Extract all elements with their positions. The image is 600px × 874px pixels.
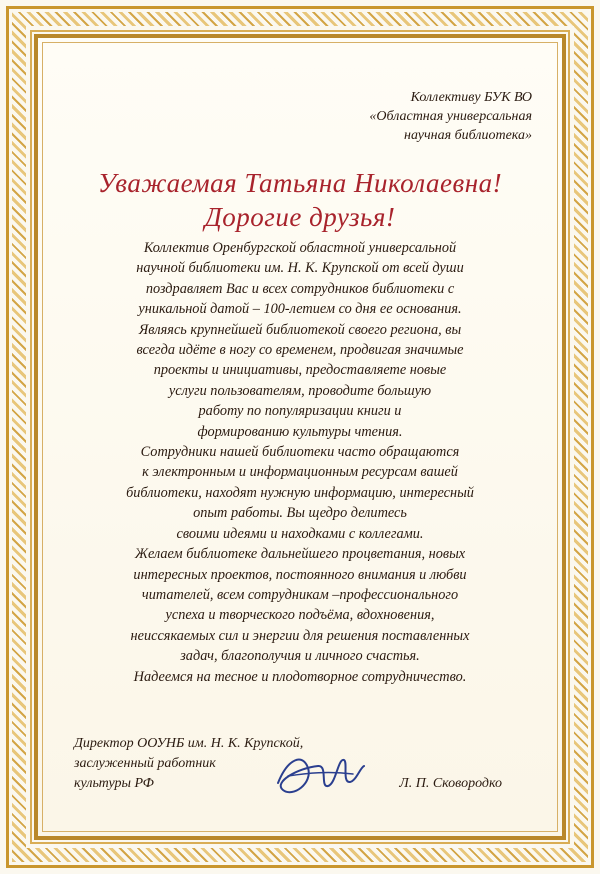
body-line: интересных проектов, постоянного внимания и любви	[133, 566, 467, 583]
body-line: проекты и инициативы, предоставляете новые	[153, 362, 447, 379]
body-line: Надеемся на тесное и плодотворное сотрудничество.	[133, 668, 467, 685]
signatory-position-line: Директор ООУНБ им. Н. К. Крупской,	[74, 736, 304, 751]
body-line: формированию культуры чтения.	[197, 423, 403, 440]
body-line: задач, благополучия и личного счастья.	[180, 648, 420, 665]
body-line: научной библиотеки им. Н. К. Крупской от всей души	[136, 260, 464, 277]
letter-content	[48, 48, 552, 826]
greeting-line-1: Уважаемая Татьяна Николаевна!	[97, 168, 503, 198]
body-line: читателей, всем сотрудникам –профессионального	[141, 586, 459, 603]
body-line: успеха и творческого подъёма, вдохновения,	[165, 607, 435, 624]
greeting-heading	[48, 166, 552, 234]
signatory-name: Л. П. Сковородко	[399, 776, 502, 791]
body-line: к электронным и информационным ресурсам вашей	[142, 464, 458, 481]
body-line: работу по популяризации книги и	[198, 403, 402, 420]
body-line: услуги пользователям, проводите большую	[168, 382, 432, 399]
addressee-line: Коллективу БУК ВО	[410, 90, 532, 105]
body-line: своими идеями и находками с коллегами.	[176, 525, 424, 542]
body-line: Коллектив Оренбургской областной универсальной	[143, 240, 457, 256]
body-line: Являясь крупнейшей библиотекой своего региона, вы	[138, 321, 462, 338]
body-line: поздравляет Вас и всех сотрудников библиотеки с	[145, 280, 455, 297]
body-line: Желаем библиотеке дальнейшего процветания, новых	[134, 546, 466, 563]
body-line: всегда идёте в ногу со временем, продвигая значимые	[136, 342, 464, 359]
body-line: опыт работы. Вы щедро делитесь	[193, 505, 407, 522]
body-line: библиотеки, находят нужную информацию, интересный	[126, 484, 474, 501]
body-line: уникальной датой – 100-летием со дня ее основания.	[138, 301, 462, 318]
body-line: Сотрудники нашей библиотеки часто обращаются	[140, 444, 460, 461]
handwritten-signature	[258, 738, 368, 808]
signatory-position-line: культуры РФ	[74, 776, 154, 791]
addressee-line: научная библиотека»	[404, 128, 532, 143]
greeting-line-2: Дорогие друзья!	[204, 202, 396, 232]
letter-body	[56, 238, 544, 687]
addressee-line: «Областная универсальная	[369, 109, 532, 124]
addressee-block	[272, 88, 532, 145]
signatory-position-line: заслуженный работник	[74, 756, 216, 771]
body-line: неиссякаемых сил и энергии для решения поставленных	[130, 627, 470, 644]
